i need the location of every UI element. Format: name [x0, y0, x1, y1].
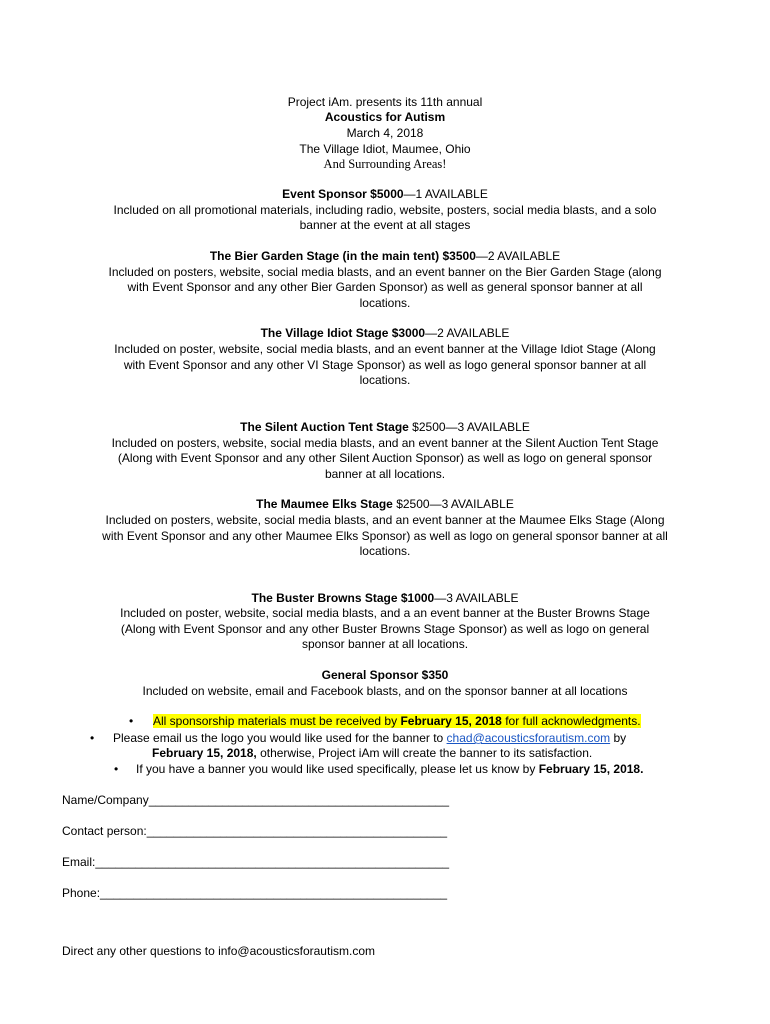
tier-elks-desc-1: Included on posters, website, social media blasts, and an event banner at the Maumee Elks Stage (Along	[105, 513, 665, 527]
note-deadline-text-a: All sponsorship materials must be received by	[153, 714, 401, 728]
email-field[interactable]: Email:_____________________________________________________	[62, 855, 450, 869]
tier-bier-heading	[0, 249, 770, 265]
tier-silent-desc-1: Included on posters, website, social media blasts, and an event banner at the Silent Auction Tent Stage	[111, 436, 659, 450]
tier-bier-desc-2: with Event Sponsor and any other Bier Garden Sponsor) as well as general sponsor banner at all	[127, 280, 643, 294]
tier-event-desc-2: banner at the event at all stages	[299, 218, 471, 232]
note-logo-date: February 15, 2018,	[152, 746, 257, 760]
email-link[interactable]: chad@acousticsforautism.com	[446, 731, 611, 745]
note-deadline-text-b: for full acknowledgments.	[501, 714, 641, 728]
tier-village-avail: —2 AVAILABLE	[425, 326, 510, 340]
tier-general-desc-1: Included on website, email and Facebook blasts, and on the sponsor banner at all locations	[142, 684, 628, 698]
note-banner-text-a: If you have a banner you would like used specifically, please let us know by	[136, 762, 539, 776]
tier-silent-name: The Silent Auction Tent Stage	[240, 420, 409, 434]
tier-buster-desc-2: (Along with Event Sponsor and any other Buster Browns Stage Sponsor) as well as logo on general	[120, 622, 650, 636]
tier-bier-avail: —2 AVAILABLE	[475, 249, 561, 263]
tier-silent-avail: $2500—3 AVAILABLE	[408, 420, 530, 434]
tier-event-heading	[0, 187, 770, 203]
phone-field[interactable]: Phone:____________________________________________________	[62, 886, 448, 900]
tier-silent-desc-3: banner at all locations.	[324, 467, 446, 481]
tier-event-desc-1: Included on all promotional materials, including radio, website, posters, social media blasts, and a solo	[113, 203, 657, 217]
tier-village-desc-2: with Event Sponsor and any other VI Stage Sponsor) as well as logo general sponsor banner at all	[123, 358, 647, 372]
tier-event-avail: —1 AVAILABLE	[403, 187, 488, 201]
bullet-dot: •	[114, 762, 119, 776]
tier-bier-desc-3: locations.	[359, 296, 411, 310]
note-banner	[136, 762, 643, 778]
bullet-dot: •	[129, 714, 134, 728]
tier-bier-desc-1: Included on posters, website, social media blasts, and an event banner on the Bier Garden Stage (along	[108, 265, 662, 279]
tier-elks-heading	[0, 497, 770, 513]
note-logo-text-a: Please email us the logo you would like used for the banner to	[113, 731, 447, 745]
tier-buster-desc-1: Included on poster, website, social media blasts, and a an event banner at the Buster Browns Stage	[120, 606, 650, 620]
tier-elks-avail: $2500—3 AVAILABLE	[392, 497, 514, 511]
tier-buster-avail: —3 AVAILABLE	[434, 591, 519, 605]
event-title: Acoustics for Autism	[324, 110, 446, 124]
tier-elks-desc-2: with Event Sponsor and any other Maumee Elks Sponsor) as well as logo on general sponsor banner at all	[102, 529, 668, 543]
note-logo-text-c: otherwise, Project iAm will create the banner to its satisfaction.	[256, 746, 593, 760]
note-deadline-date: February 15, 2018	[400, 714, 502, 728]
tier-elks-name: The Maumee Elks Stage	[256, 497, 393, 511]
tier-buster-desc-3: sponsor banner at all locations.	[301, 637, 469, 651]
bullet-dot: •	[90, 731, 95, 745]
presents-line: Project iAm. presents its 11th annual	[287, 95, 483, 109]
event-date: March 4, 2018	[346, 126, 424, 140]
note-logo-text-b: by	[610, 731, 627, 745]
tier-village-desc-1: Included on poster, website, social media blasts, and an event banner at the Village Idiot Stage (Along	[114, 342, 656, 356]
tier-silent-desc-2: (Along with Event Sponsor and any other Silent Auction Sponsor) as well as logo on general sponsor	[117, 451, 653, 465]
tier-silent-heading	[0, 420, 770, 436]
tier-village-desc-3: locations.	[359, 373, 411, 387]
tier-buster-name: The Buster Browns Stage $1000	[251, 591, 435, 605]
tier-event-name: Event Sponsor $5000	[282, 187, 404, 201]
note-logo-cont	[152, 746, 592, 762]
note-logo	[113, 731, 626, 747]
contact-person-field[interactable]: Contact person:_____________________________________________	[62, 824, 448, 838]
tier-elks-desc-3: locations.	[359, 544, 411, 558]
event-venue: The Village Idiot, Maumee, Ohio	[299, 142, 471, 156]
footer-contact: Direct any other questions to info@acousticsforautism.com	[62, 944, 375, 958]
note-banner-period: .	[640, 762, 644, 776]
tier-general-name: General Sponsor $350	[321, 668, 449, 682]
tier-bier-name: The Bier Garden Stage (in the main tent) $3500	[209, 249, 476, 263]
name-company-field[interactable]: Name/Company_____________________________________________	[62, 793, 450, 807]
tier-buster-heading	[0, 591, 770, 607]
surrounding-areas: And Surrounding Areas!	[323, 157, 447, 171]
note-deadline	[153, 714, 641, 730]
tier-village-heading	[0, 326, 770, 342]
tier-village-name: The Village Idiot Stage $3000	[260, 326, 426, 340]
note-banner-date: February 15, 2018	[538, 762, 641, 776]
